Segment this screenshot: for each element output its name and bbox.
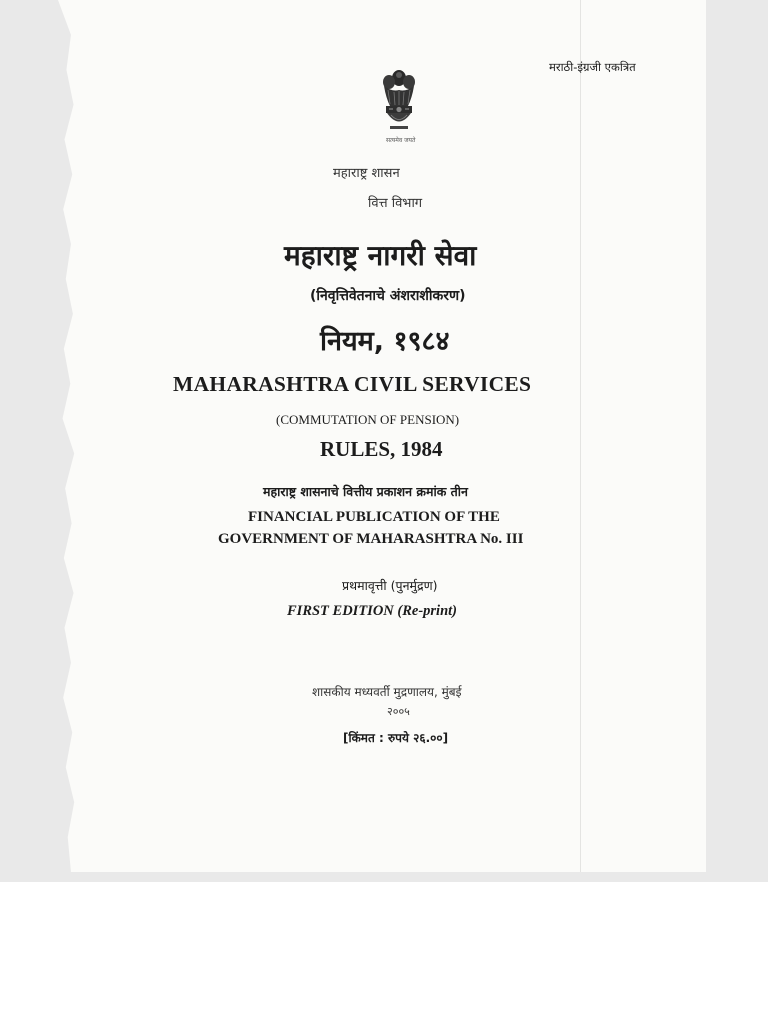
subtitle-english: (COMMUTATION OF PENSION)	[276, 412, 460, 427]
rules-year-marathi: नियम, १९८४	[320, 326, 450, 357]
publication-english-line2: GOVERNMENT OF MAHARASHTRA No. III	[218, 531, 524, 547]
print-year-marathi: २००५	[387, 705, 410, 718]
edition-marathi: प्रथमावृत्ती (पुनर्मुद्रण)	[342, 578, 438, 593]
press-name-marathi: शासकीय मध्यवर्ती मुद्रणालय, मुंबई	[312, 685, 462, 699]
emblem-motto: सत्यमेव जयते	[386, 137, 416, 144]
publication-english-line1: FINANCIAL PUBLICATION OF THE	[248, 509, 500, 525]
government-name-marathi: महाराष्ट्र शासन	[333, 166, 400, 181]
page-fold-line	[580, 0, 581, 872]
subtitle-marathi: (निवृत्तिवेतनाचे अंशराशीकरण)	[310, 288, 466, 304]
edition-english: FIRST EDITION (Re-print)	[287, 603, 457, 619]
title-english: MAHARASHTRA CIVIL SERVICES	[173, 372, 532, 396]
department-name-marathi: वित्त विभाग	[368, 196, 423, 211]
title-marathi: महाराष्ट्र नागरी सेवा	[284, 239, 477, 272]
rules-year-english: RULES, 1984	[320, 437, 443, 461]
publication-marathi: महाराष्ट्र शासनाचे वित्तीय प्रकाशन क्रमांक तीन	[263, 484, 468, 499]
price-marathi: [किंमत : रुपये २६.००]	[343, 731, 449, 745]
language-tag: मराठी-इंग्रजी एकत्रित	[549, 60, 636, 74]
